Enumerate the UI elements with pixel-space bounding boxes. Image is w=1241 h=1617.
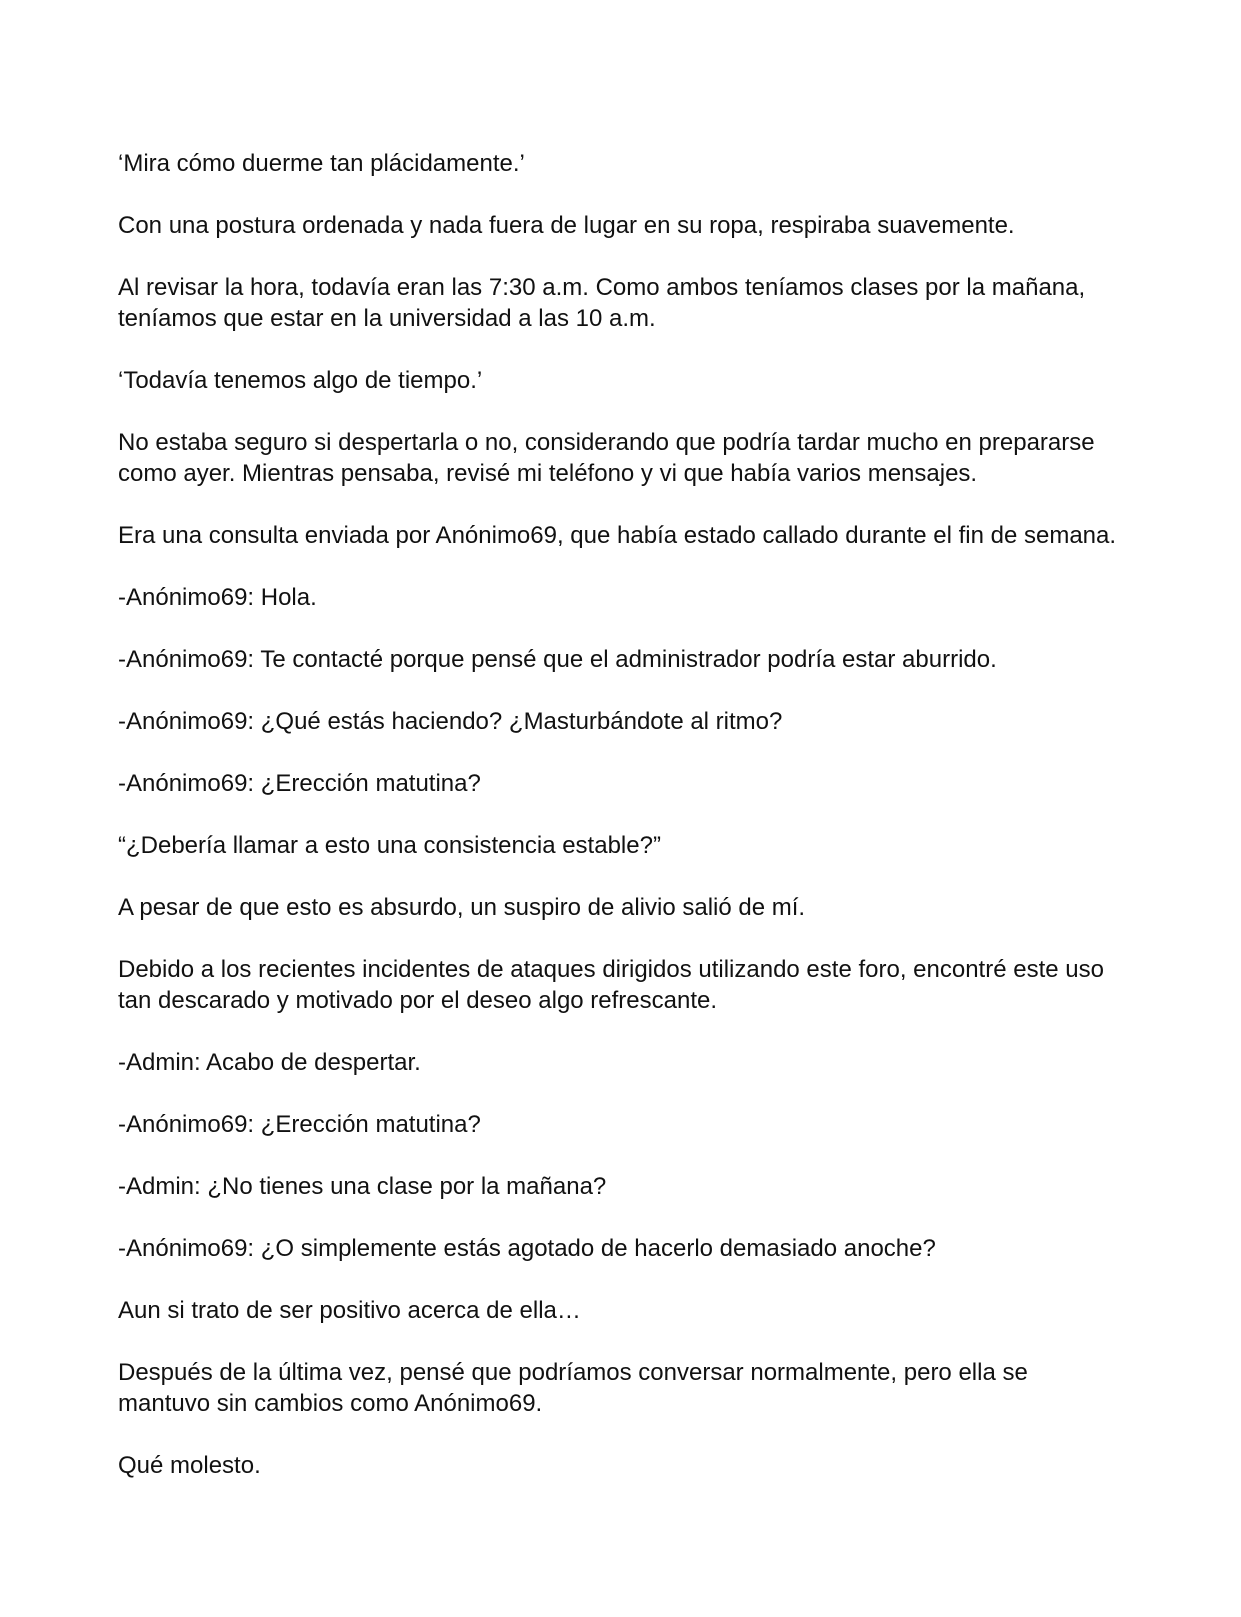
chat-line: -Anónimo69: ¿Erección matutina? bbox=[118, 1111, 481, 1138]
chat-line: -Anónimo69: Hola. bbox=[118, 584, 317, 611]
paragraph: Con una postura ordenada y nada fuera de lugar en su ropa, respiraba suavemente. bbox=[118, 212, 1015, 239]
paragraph: Era una consulta enviada por Anónimo69, que había estado callado durante el fin de semana. bbox=[118, 522, 1117, 549]
paragraph: “¿Debería llamar a esto una consistencia estable?” bbox=[118, 832, 661, 859]
paragraph: A pesar de que esto es absurdo, un suspiro de alivio salió de mí. bbox=[118, 894, 806, 921]
body-text bbox=[118, 148, 1118, 1481]
chat-line: -Anónimo69: ¿Qué estás haciendo? ¿Masturbándote al ritmo? bbox=[118, 708, 783, 735]
paragraph: No estaba seguro si despertarla o no, considerando que podría tardar mucho en prepararse como ayer. Mientras pensaba, revisé mi teléfono y vi que había varios mensajes. bbox=[118, 429, 1095, 487]
chat-line: -Admin: Acabo de despertar. bbox=[118, 1049, 421, 1076]
paragraph: Después de la última vez, pensé que podríamos conversar normalmente, pero ella se mantuvo sin cambios como Anónimo69. bbox=[118, 1359, 1028, 1417]
paragraph: Al revisar la hora, todavía eran las 7:30 a.m. Como ambos teníamos clases por la mañana, teníamos que estar en la universidad a las 10 a.m. bbox=[118, 274, 1086, 332]
paragraph: ‘Mira cómo duerme tan plácidamente.’ bbox=[118, 150, 525, 177]
chat-line: -Admin: ¿No tienes una clase por la mañana? bbox=[118, 1173, 607, 1200]
paragraph: Qué molesto. bbox=[118, 1452, 261, 1479]
paragraph: Debido a los recientes incidentes de ataques dirigidos utilizando este foro, encontré este uso tan descarado y motivado por el deseo algo refrescante. bbox=[118, 956, 1104, 1014]
paragraph: Aun si trato de ser positivo acerca de ella… bbox=[118, 1297, 581, 1324]
chat-line: -Anónimo69: ¿Erección matutina? bbox=[118, 770, 481, 797]
chat-line: -Anónimo69: ¿O simplemente estás agotado de hacerlo demasiado anoche? bbox=[118, 1235, 936, 1262]
chat-line: -Anónimo69: Te contacté porque pensé que el administrador podría estar aburrido. bbox=[118, 646, 997, 673]
paragraph: ‘Todavía tenemos algo de tiempo.’ bbox=[118, 367, 483, 394]
